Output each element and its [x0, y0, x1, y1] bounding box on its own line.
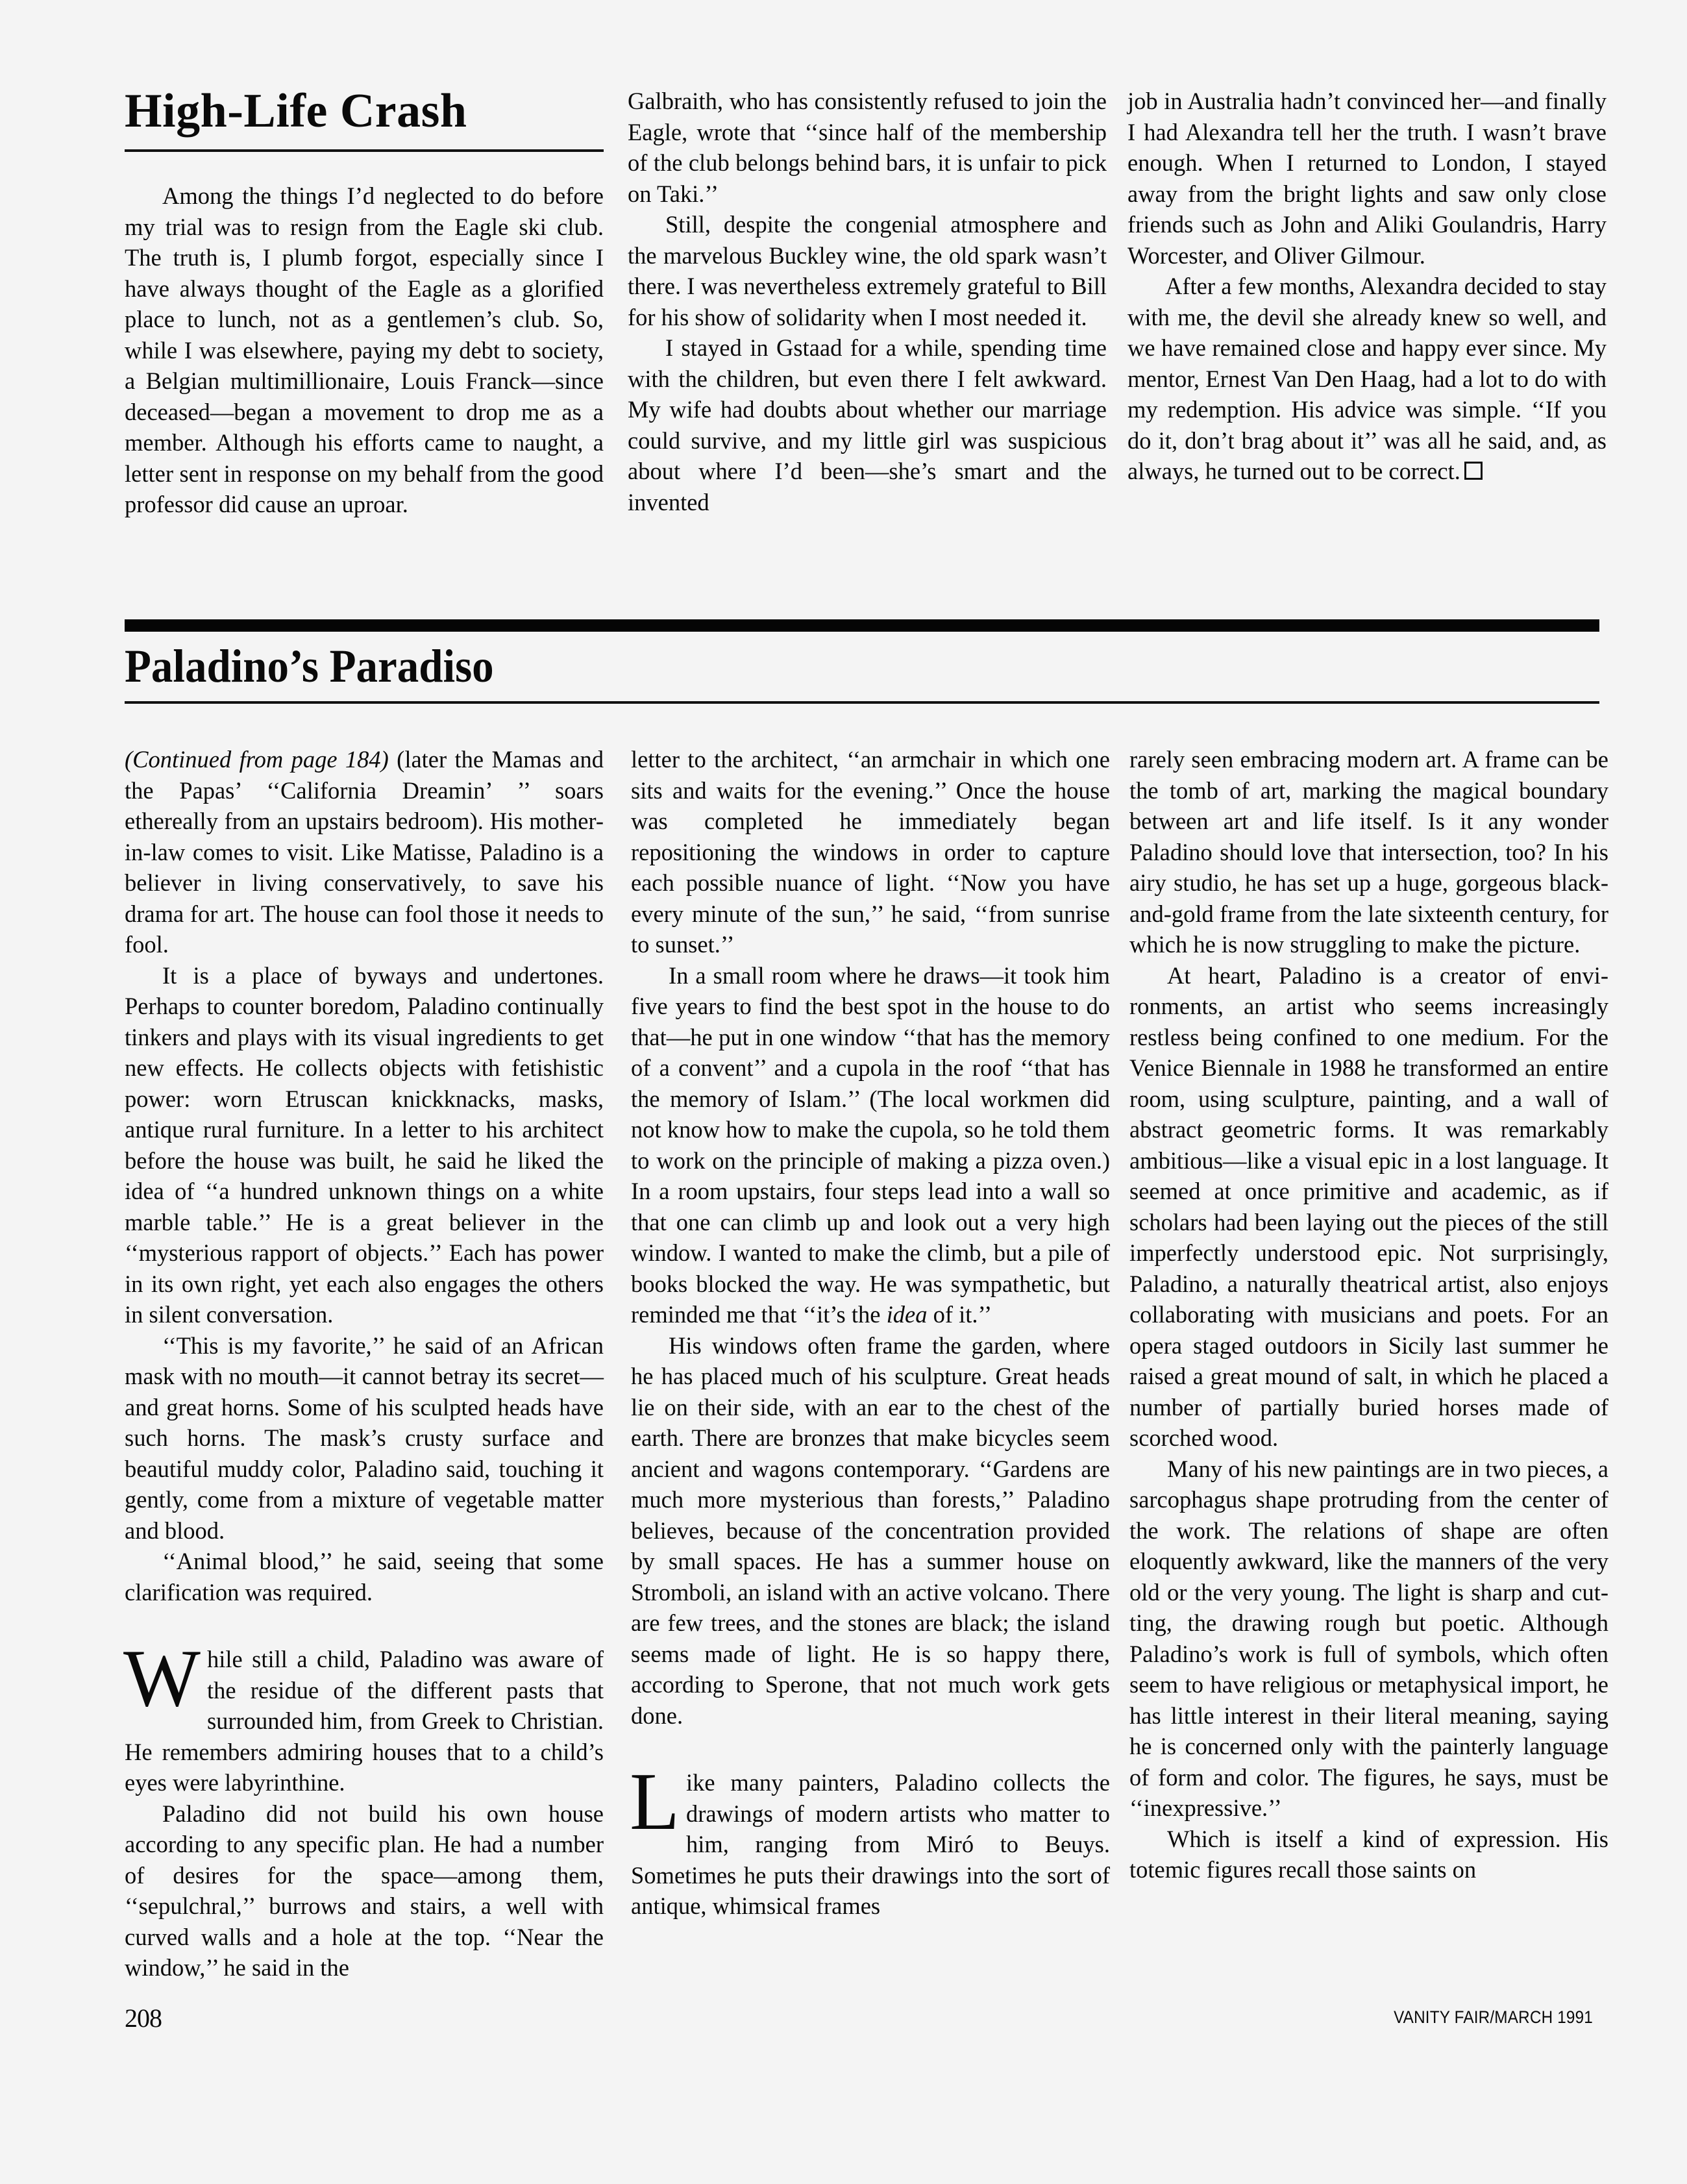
paragraph: At heart, Paladino is a creator of environments, an artist who seems increasingly restless being confined to one medium. For the Venice Biennale in 1988 he transformed an entire room, using sculpture, painting, and a wall of abstract geometric forms. It was remarkably ambitious—like a visual epic in a lost language. It seemed at once primitive and academic, as if scholars had been laying out the pieces of the still imperfectly understood epic. Not surprisingly, Paladino, a naturally theatrical artist, also enjoys collaborating with musicians and poets. For an opera staged outdoors in Sicily last summer he raised a great mound of salt, in which he placed a number of partially buried horses made of scorched wood. — [1129, 962, 1608, 1451]
article2-column-3 — [1129, 744, 1608, 1885]
end-of-article-square-icon — [1464, 462, 1483, 480]
magazine-page — [123, 0, 1608, 2184]
paragraph: Which is itself a kind of expression. His totemic figures recall those saints on — [1129, 1825, 1608, 1883]
paragraph — [631, 960, 1110, 1330]
article1-column-1 — [125, 78, 604, 520]
paragraph: letter to the architect, ‘‘an armchair in which one sits and waits for the evening.’’ Once the house was completed he immediately began repositioning the windows in order to capture each possible nuance of light. ‘‘Now you have every minute of the sun,’’ he said, ‘‘from sunrise to sunset.’’ — [631, 746, 1110, 958]
title-underline-rule — [125, 149, 604, 152]
emphasis-text: idea — [886, 1301, 928, 1328]
paragraph: Among the things I’d neglected to do before my trial was to resign from the Eagle ski club. The truth is, I plumb forgot, especially since I have always thought of the Eagle as a glorified place to lunch, not as a gentlemen’s club. So, while I was elsewhere, paying my debt to society, a Belgian multimillionaire, Louis Franck—since deceased—began a movement to drop me as a member. Although his efforts came to naught, a letter sent in response on my behalf from the good professor did cause an uproar. — [125, 182, 604, 517]
paragraph-text: of it.’’ — [927, 1301, 992, 1328]
paragraph: Galbraith, who has consistently refused to join the Eagle, wrote that ‘‘since half of the membership of the club belongs behind bars, it is unfair to pick on Taki.’’ — [628, 88, 1107, 207]
article2-title: Paladino’s Paradiso — [125, 640, 494, 692]
final-paragraph — [1127, 271, 1607, 487]
paragraph-text: (later the Mamas and the Papas’ ‘‘California Dreamin’ ’’ soars ethereally from an upstairs bedroom). His mother-in-law comes to visit. Like Matisse, Paladino is a believer in living conservatively, to save his drama for art. The house can fool those it needs to fool. — [125, 746, 604, 958]
title-underline-rule — [125, 701, 1599, 704]
article1-column-3 — [1127, 86, 1607, 487]
article1-column-2 — [628, 86, 1107, 517]
article2-column-1 — [125, 744, 604, 1983]
section-divider-thick-rule — [125, 619, 1599, 632]
paragraph: ‘‘Animal blood,’’ he said, seeing that some clarification was required. — [125, 1548, 604, 1606]
paragraph: Still, despite the congenial atmosphere and the marvelous Buckley wine, the old spark wasn’t there. I was nevertheless extremely grateful to Bill for his show of solidarity when I most needed it. — [628, 211, 1107, 330]
page-number: 208 — [125, 2004, 162, 2033]
article-high-life-crash — [125, 78, 1607, 610]
paragraph: I stayed in Gstaad for a while, spending time with the children, but even there I felt awkward. My wife had doubts about whether our marriage could survive, and my little girl was suspicious about where I’d been—she’s smart and the invented — [628, 334, 1107, 515]
article-paladinos-paradiso — [123, 744, 1608, 1981]
paragraph: job in Australia hadn’t convinced her—and finally I had Alexandra tell her the truth. I wasn’t brave enough. When I returned to London, I stayed away from the bright lights and saw only close friends such as John and Aliki Goulandris, Harry Worcester, and Oliver Gilmour. — [1127, 88, 1607, 269]
paragraph-text: ike many painters, Paladino collects the drawings of modern artists who matter to him, ranging from Miró to Beuys. Sometimes he puts their drawings into the sort of antique, whimsical frames — [631, 1769, 1110, 1919]
dropcap-letter: L — [630, 1757, 680, 1847]
dropcap-paragraph — [630, 1757, 1110, 1922]
article2-column-2 — [631, 744, 1110, 1922]
article1-title: High-Life Crash — [125, 84, 467, 138]
paragraph: ‘‘This is my favorite,’’ he said of an African mask with no mouth—it cannot betray its secret—and great horns. Some of his sculpted heads have such horns. The mask’s crusty surface and beautiful muddy color, Paladino said, touching it gently, come from a mixture of vegetable matter and blood. — [125, 1332, 604, 1544]
paragraph-text: After a few months, Alexandra decided to stay with me, the devil she already knew so well, and we have remained close and happy ever since. My mentor, Ernest Van Den Haag, had a lot to do with my redemption. His advice was simple. ‘‘If you do it, don’t brag about it’’ was all he said, and, as always, he turned out to be correct. — [1127, 273, 1607, 484]
paragraph: rarely seen embracing modern art. A frame can be the tomb of art, marking the magical boundary between art and life itself. Is it any wonder Paladino should love that intersection, too? In his airy studio, he has set up a huge, gorgeous black-and-gold frame from the late sixteenth century, for which he is now struggling to make the picture. — [1129, 746, 1608, 958]
paragraph: Many of his new paintings are in two pieces, a sarcophagus shape protruding from the center of the work. The relations of shape are often eloquently awkward, like the manners of the very old or the very young. The light is sharp and cutting, the drawing rough but poetic. Although Paladino’s work is full of symbols, which often seem to have religious or metaphysical import, he has little interest in their literal meaning, saying he is concerned only with the painterly language of form and color. The figures, he says, must be ‘‘inexpressive.’’ — [1129, 1455, 1608, 1821]
section-break-space — [631, 1731, 1110, 1767]
paragraph-text: In a small room where he draws—it took him five years to find the best spot in the house to do that—he put in one window ‘‘that has the memory of a convent’’ and a cupola in the roof ‘‘that has the memory of Islam.’’ (The local workmen did not know how to make the cupola, so he told them to work on the principle of making a pizza oven.) In a room upstairs, four steps lead into a wall so that one can climb up and look out a very high window. I wanted to make the climb, but a pile of books blocked the way. He was sympathetic, but reminded me that ‘‘it’s the — [631, 962, 1110, 1328]
paragraph: It is a place of byways and undertones. Perhaps to counter boredom, Paladino continually tinkers and plays with its visual ingredients to get new effects. He collects objects with fetishistic power: worn Etruscan knickknacks, masks, antique rural furniture. In a letter to his architect before the house was built, he said he liked the idea of ‘‘a hundred unknown things on a white marble table.’’ He is a great believer in the ‘‘mysterious rapport of objects.’’ Each has power in its own right, yet each also engages the others in silent conversation. — [125, 962, 604, 1328]
paragraph-text: hile still a child, Paladino was aware of the residue of the different pasts that surrounded him, from Greek to Christian. He remembers admiring houses that to a child’s eyes were labyrinthine. — [125, 1646, 604, 1796]
dropcap-paragraph — [123, 1633, 604, 1798]
dropcap-letter: W — [123, 1633, 201, 1724]
paragraph: His windows often frame the garden, where he has placed much of his sculpture. Great heads lie on their side, with an ear to the chest of the earth. There are bronzes that make bicycles seem ancient and wagons contemporary. ‘‘Gardens are much more mysterious than forests,’’ Paladino believes, because of the concentration provided by small spaces. He has a summer house on Stromboli, an island with an active volcano. There are few trees, and the stones are black; the island seems made of light. He is so happy there, according to Sperone, that not much work gets done. — [631, 1332, 1110, 1729]
paragraph — [125, 744, 604, 960]
publication-credit: VANITY FAIR/MARCH 1991 — [1394, 2007, 1593, 2027]
continued-from-note: (Continued from page 184) — [125, 746, 389, 773]
paragraph: Paladino did not build his own house according to any specific plan. He had a number of desires for the space—among them, ‘‘sepulchral,’’ burrows and stairs, a well with curved walls and a hole at the top. ‘‘Near the window,’’ he said in the — [125, 1800, 604, 1981]
